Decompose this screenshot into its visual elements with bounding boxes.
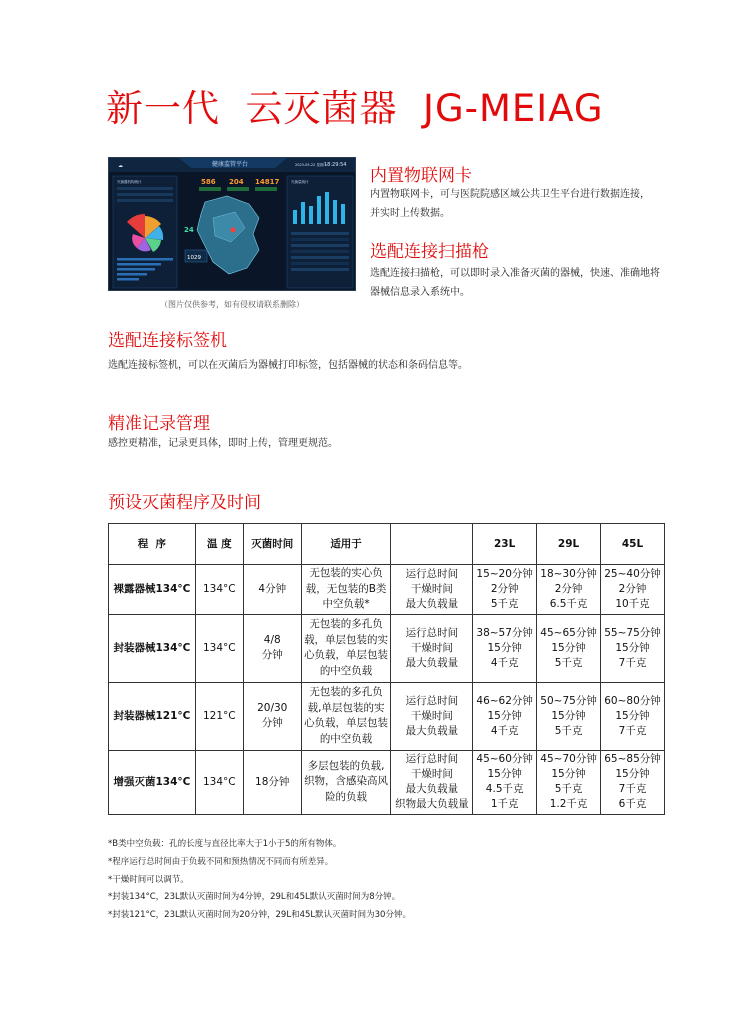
footnotes (108, 836, 411, 925)
bottom-value: 1029 (187, 255, 201, 261)
time-line: 20/30 (257, 702, 288, 714)
temperature: 134°C (195, 614, 243, 682)
value-line: 15分钟 (551, 709, 586, 722)
footnote: *封装121°C，23L默认灭菌时间为20分钟，29L和45L默认灭菌时间为30分钟。 (108, 910, 411, 921)
sterilization-time (243, 682, 301, 750)
usage (301, 614, 391, 682)
param-line: 最大负载量 (405, 656, 459, 669)
program-name: 裸露器械134°C (109, 565, 196, 615)
weather-icon: ☁ (118, 163, 123, 169)
stat-value: 14817 (255, 178, 280, 186)
value-line: 45~65分钟 (540, 626, 597, 639)
usage-line: 无包装的多孔负 (309, 686, 383, 698)
value-45l (601, 682, 665, 750)
value-line: 15分钟 (615, 768, 650, 780)
param-line: 最大负载量 (405, 724, 459, 737)
right-panel-title: 灭菌量统计 (291, 180, 309, 184)
usage-line: 险的负载 (325, 790, 368, 803)
table-row (109, 682, 665, 750)
value-line: 1.2千克 (549, 798, 588, 810)
params (391, 565, 473, 615)
program-name: 封装器械134°C (109, 614, 196, 682)
value-line: 15分钟 (487, 709, 522, 722)
column-header: 23L (473, 524, 537, 565)
value-line: 2分钟 (618, 582, 647, 595)
section-heading: 选配连接标签机 (108, 331, 227, 351)
value-line: 7千克 (618, 783, 647, 795)
usage-line: 无包装的实心负 (309, 567, 383, 579)
time-line: 4分钟 (258, 582, 287, 595)
value-line: 7千克 (618, 656, 647, 669)
value-line: 2分钟 (490, 582, 519, 595)
value-line: 5千克 (554, 656, 583, 669)
body-line: 内置物联网卡，可与医院院感区域公共卫生平台进行数据连接， (370, 189, 650, 200)
program-name: 封装器械121°C (109, 682, 196, 750)
usage (301, 565, 391, 615)
section-body (370, 185, 650, 223)
image-caption: （图片仅供参考，如有侵权请联系删除） (160, 300, 304, 309)
param-line: 干燥时间 (410, 768, 453, 780)
time-line: 分钟 (261, 649, 283, 661)
usage-line: 无包装的多孔负 (309, 618, 383, 630)
param-line: 干燥时间 (410, 582, 453, 595)
param-line: 运行总时间 (405, 694, 459, 707)
value-23l (473, 750, 537, 814)
value-line: 5千克 (490, 597, 519, 610)
section-body (108, 356, 468, 375)
value-line: 50~75分钟 (540, 694, 597, 707)
column-header: 温 度 (195, 524, 243, 565)
value-line: 4.5千克 (485, 783, 524, 795)
value-line: 5千克 (554, 783, 583, 795)
usage (301, 750, 391, 814)
param-line: 最大负载量 (405, 783, 459, 795)
column-header: 29L (537, 524, 601, 565)
value-line: 6千克 (618, 798, 647, 810)
program-name: 增强灭菌134°C (109, 750, 196, 814)
time-line: 18分钟 (255, 775, 290, 788)
value-23l (473, 614, 537, 682)
body-line: 选配连接扫描枪，可以即时录入准备灭菌的器械，快速、准确地将 (370, 268, 660, 279)
value-line: 15分钟 (487, 768, 522, 780)
value-line: 15分钟 (487, 641, 522, 654)
value-line: 15分钟 (615, 709, 650, 722)
usage-line: 载，无包装的B类 (305, 582, 387, 595)
value-line: 25~40分钟 (604, 567, 661, 580)
value-line: 15分钟 (551, 641, 586, 654)
sterilization-time (243, 750, 301, 814)
param-line: 织物最大负载量 (395, 798, 469, 810)
table-header-row (109, 524, 665, 565)
column-header: 灭菌时间 (243, 524, 301, 565)
time-line: 分钟 (261, 717, 283, 729)
column-header (391, 524, 473, 565)
section-body (370, 264, 660, 302)
value-line: 60~80分钟 (604, 694, 661, 707)
value-line: 15~20分钟 (476, 567, 533, 580)
usage-line: 中空负载* (322, 598, 370, 610)
left-panel-title: 灭菌器机构统计 (117, 180, 142, 184)
column-header: 45L (601, 524, 665, 565)
value-45l (601, 614, 665, 682)
value-line: 6.5千克 (549, 597, 588, 610)
value-23l (473, 682, 537, 750)
params (391, 614, 473, 682)
table-row (109, 750, 665, 814)
body-line: 并实时上传数据。 (370, 208, 450, 219)
usage (301, 682, 391, 750)
params (391, 682, 473, 750)
value-line: 65~85分钟 (604, 753, 661, 765)
usage-line: 多层包装的负载, (307, 759, 385, 772)
value-29l (537, 682, 601, 750)
section-body (108, 434, 338, 453)
value-line: 2分钟 (554, 582, 583, 595)
dashboard-title: 健康监管平台 (212, 161, 249, 168)
dashboard-graphic (109, 158, 356, 291)
value-29l (537, 565, 601, 615)
usage-line: 的中空负载 (319, 732, 373, 745)
dashboard-screenshot (108, 157, 356, 291)
value-line: 46~62分钟 (476, 694, 533, 707)
section-heading: 内置物联网卡 (370, 166, 472, 186)
params (391, 750, 473, 814)
param-line: 运行总时间 (405, 567, 459, 580)
param-line: 干燥时间 (410, 641, 453, 654)
table-heading: 预设灭菌程序及时间 (108, 493, 261, 513)
table-row (109, 614, 665, 682)
value-29l (537, 750, 601, 814)
value-45l (601, 750, 665, 814)
value-29l (537, 614, 601, 682)
value-line: 7千克 (618, 724, 647, 737)
table-row (109, 565, 665, 615)
value-line: 4千克 (490, 656, 519, 669)
column-header: 适用于 (301, 524, 391, 565)
usage-line: 织物，含感染高风 (304, 775, 389, 788)
footnote: *干燥时间可以调节。 (108, 874, 189, 885)
footnote: *程序运行总时间由于负载不同和预热情况不同而有所差异。 (108, 856, 334, 867)
body-line: 选配连接标签机，可以在灭菌后为器械打印标签，包括器械的状态和条码信息等。 (108, 360, 468, 371)
body-line: 感控更精准，记录更具体，即时上传，管理更规范。 (108, 438, 338, 449)
footnote: *B类中空负载：孔的长度与直径比率大于1小于5的所有物体。 (108, 839, 342, 849)
column-header: 程 序 (109, 524, 196, 565)
usage-line: 载，单层包装的实 (304, 633, 389, 646)
value-line: 55~75分钟 (604, 626, 661, 639)
usage-line: 的中空负载 (319, 664, 373, 677)
value-line: 45~70分钟 (540, 753, 597, 765)
value-line: 4千克 (490, 724, 519, 737)
value-line: 38~57分钟 (476, 626, 533, 639)
param-line: 运行总时间 (405, 753, 459, 765)
time-line: 4/8 (263, 634, 281, 646)
param-line: 最大负载量 (405, 597, 459, 610)
temperature: 134°C (195, 750, 243, 814)
program-table (108, 523, 665, 815)
temperature: 134°C (195, 565, 243, 615)
sterilization-time (243, 565, 301, 615)
page-title: 新一代 云灭菌器 JG-MEIAG (106, 87, 604, 130)
body-line: 器械信息录入系统中。 (370, 287, 470, 298)
section-heading: 精准记录管理 (108, 414, 210, 434)
value-line: 10千克 (615, 597, 650, 610)
stat-value: 586 (201, 178, 216, 186)
stat-value: 204 (229, 178, 244, 186)
value-23l (473, 565, 537, 615)
sterilization-time (243, 614, 301, 682)
usage-line: 载,单层包装的实 (307, 701, 385, 714)
value-line: 5千克 (554, 724, 583, 737)
dashboard-date: 2023-05-22 星期一 (295, 163, 327, 167)
value-45l (601, 565, 665, 615)
temperature: 121°C (195, 682, 243, 750)
value-line: 15分钟 (615, 641, 650, 654)
value-line: 15分钟 (551, 768, 586, 780)
footnote: *封装134°C，23L默认灭菌时间为4分钟，29L和45L默认灭菌时间为8分钟。 (108, 892, 401, 903)
param-line: 运行总时间 (405, 626, 459, 639)
section-heading: 选配连接扫描枪 (370, 242, 489, 262)
usage-line: 心负载，单层包装 (304, 717, 389, 729)
value-line: 45~60分钟 (476, 753, 533, 765)
param-line: 干燥时间 (410, 709, 453, 722)
value-line: 1千克 (490, 798, 519, 810)
center-value: 24 (184, 226, 194, 234)
usage-line: 心负载，单层包装 (304, 649, 389, 661)
dashboard-time: 18:29:54 (324, 162, 347, 168)
value-line: 18~30分钟 (540, 567, 597, 580)
